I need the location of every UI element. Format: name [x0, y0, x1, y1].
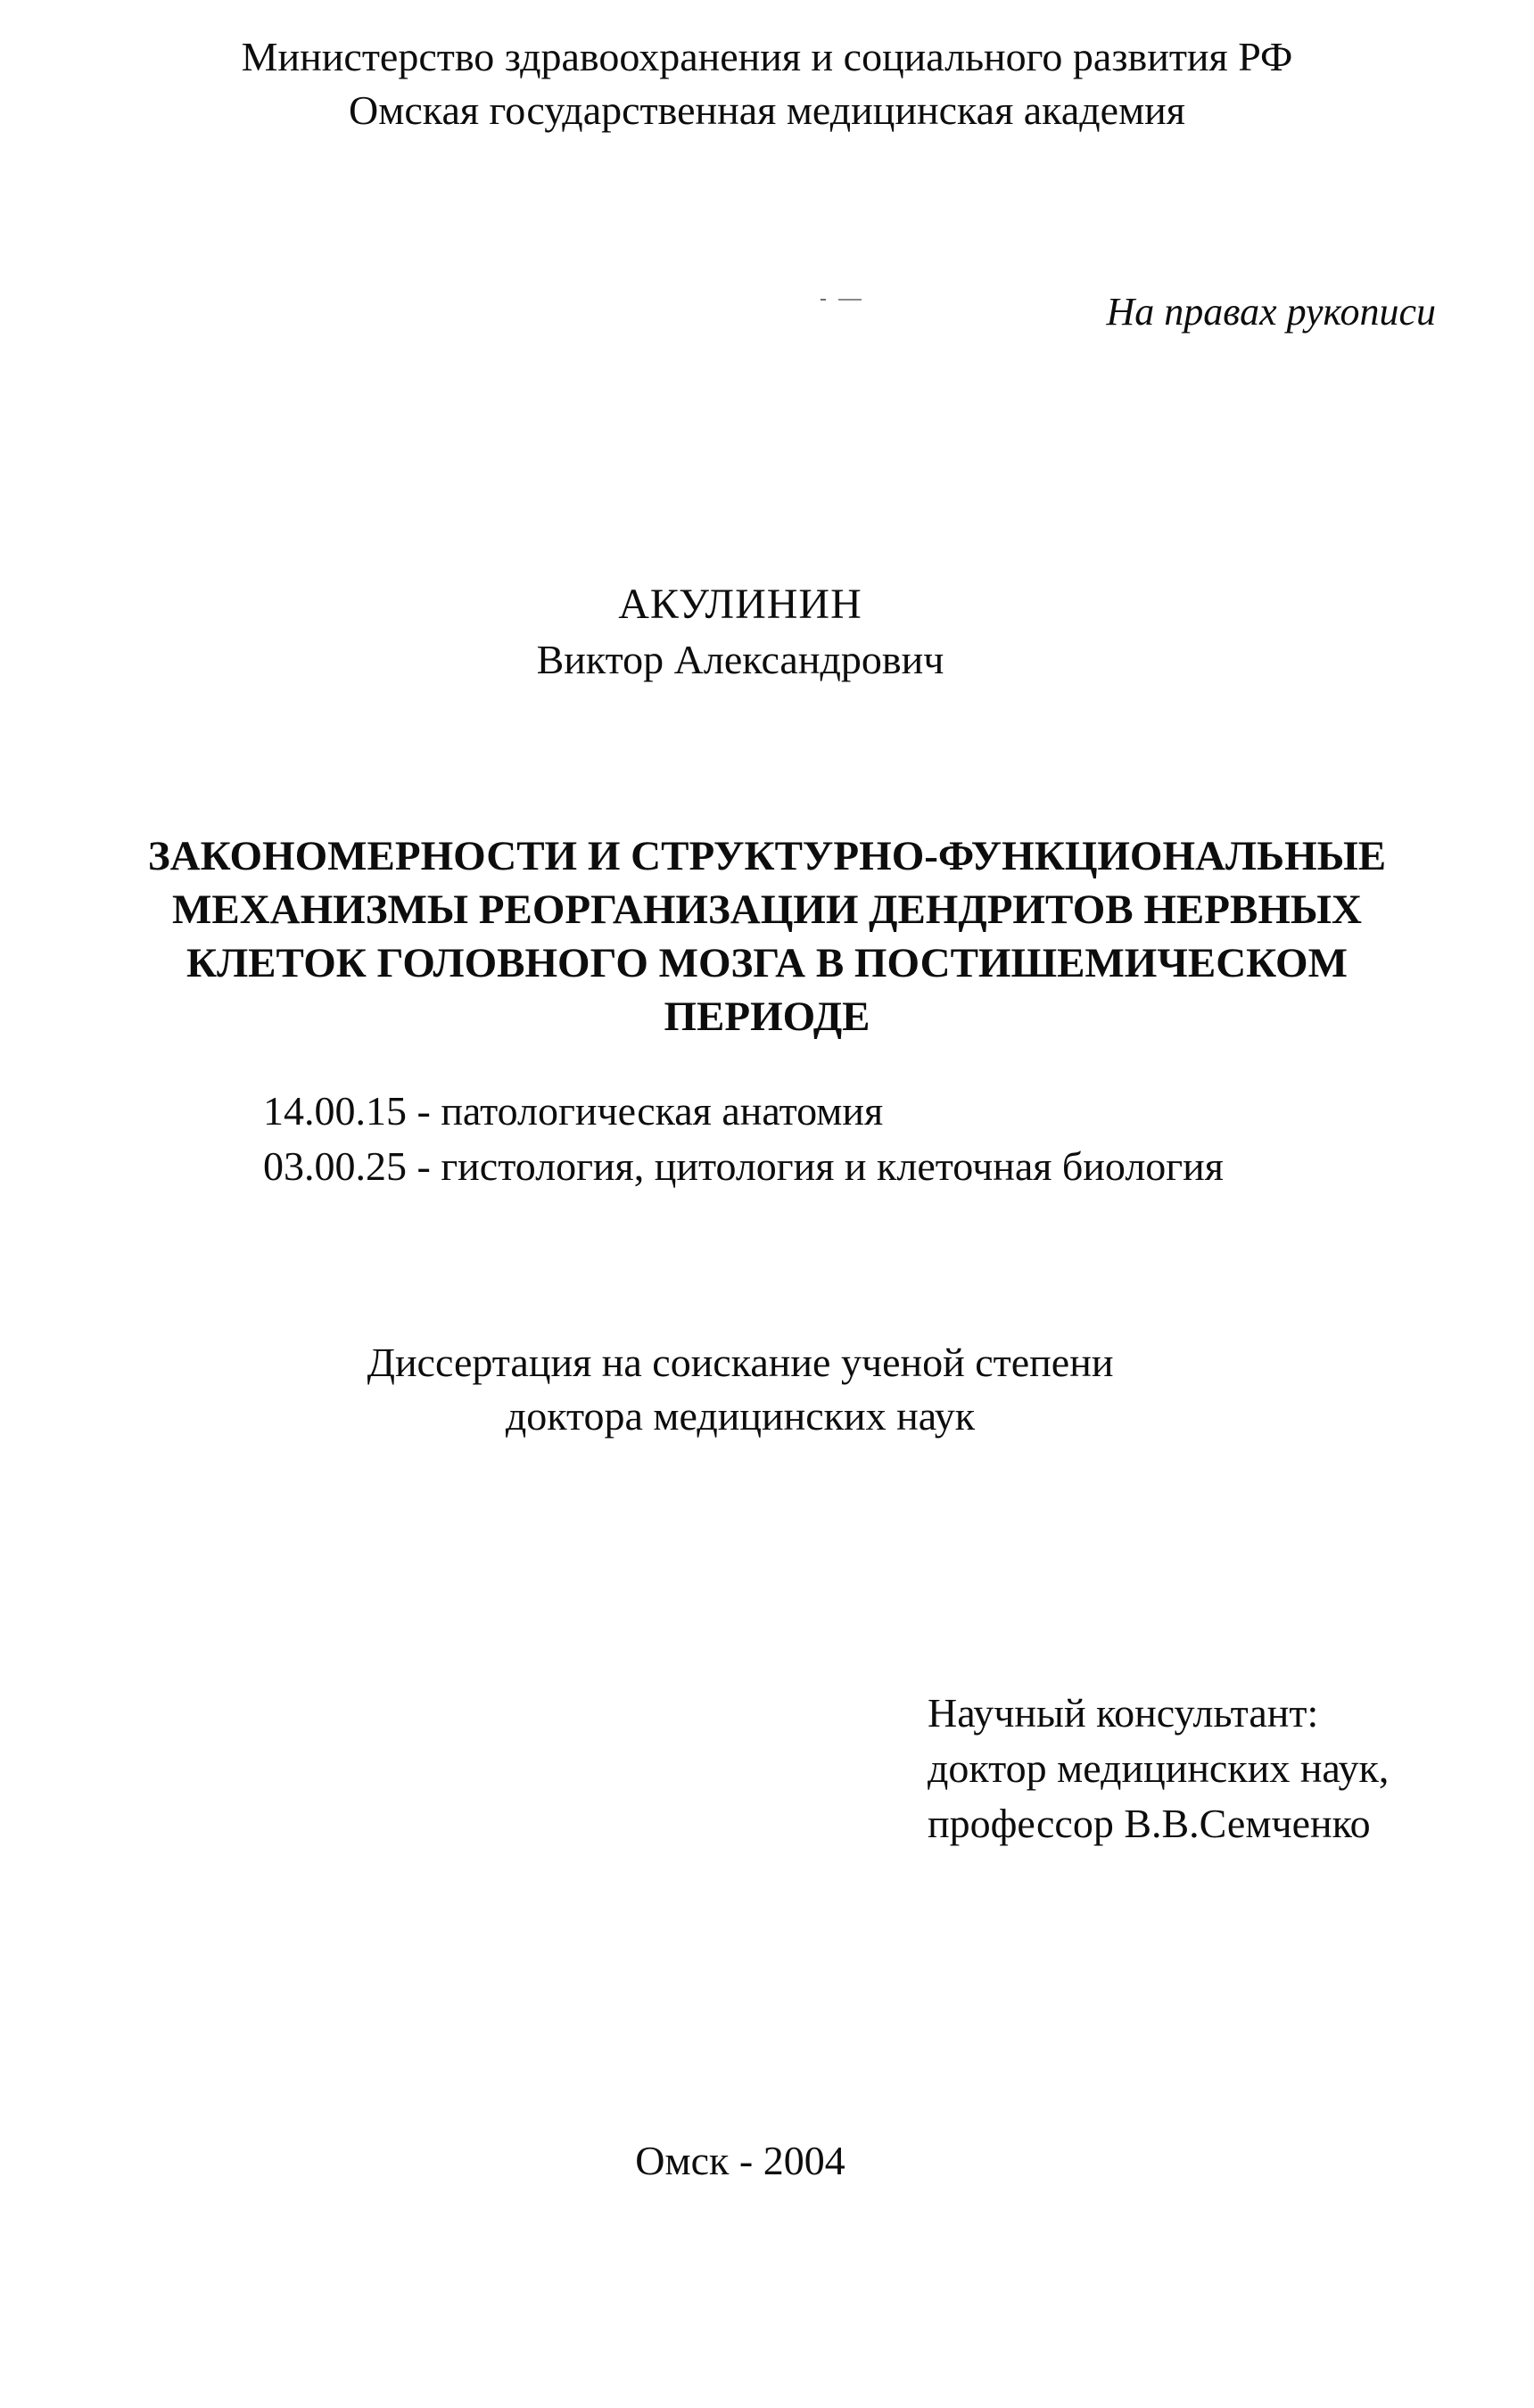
advisor-name: профессор В.В.Семченко	[928, 1801, 1371, 1846]
scan-mark	[821, 299, 826, 301]
advisor-degree: доктор медицинских наук,	[928, 1745, 1390, 1791]
specialty-code: 14.00.15 - патологическая анатомия	[263, 1088, 884, 1134]
title-line: МЕХАНИЗМЫ РЕОРГАНИЗАЦИИ ДЕНДРИТОВ НЕРВНЫХ	[172, 887, 1362, 933]
advisor-label: Научный консультант:	[928, 1690, 1319, 1736]
scan-mark	[838, 299, 862, 301]
author-surname: АКУЛИНИН	[618, 581, 862, 628]
degree-statement: Диссертация на соискание ученой степени	[367, 1340, 1114, 1385]
title-line: КЛЕТОК ГОЛОВНОГО МОЗГА В ПОСТИШЕМИЧЕСКОМ	[186, 940, 1348, 986]
title-line: ПЕРИОДЕ	[664, 994, 870, 1040]
ministry-name: Министерство здравоохранения и социального развития РФ	[241, 34, 1293, 79]
degree-name: доктора медицинских наук	[505, 1393, 976, 1439]
city-year: Омск - 2004	[635, 2138, 845, 2183]
dissertation-title	[71, 829, 1463, 1043]
academy-name: Омская государственная медицинская академия	[349, 87, 1185, 133]
specialty-code: 03.00.25 - гистология, цитология и клеточная биология	[263, 1143, 1224, 1189]
manuscript-note: На правах рукописи	[1106, 290, 1436, 334]
title-line: ЗАКОНОМЕРНОСТИ И СТРУКТУРНО-ФУНКЦИОНАЛЬНЫЕ	[147, 833, 1387, 879]
author-given-names: Виктор Александрович	[536, 637, 944, 682]
